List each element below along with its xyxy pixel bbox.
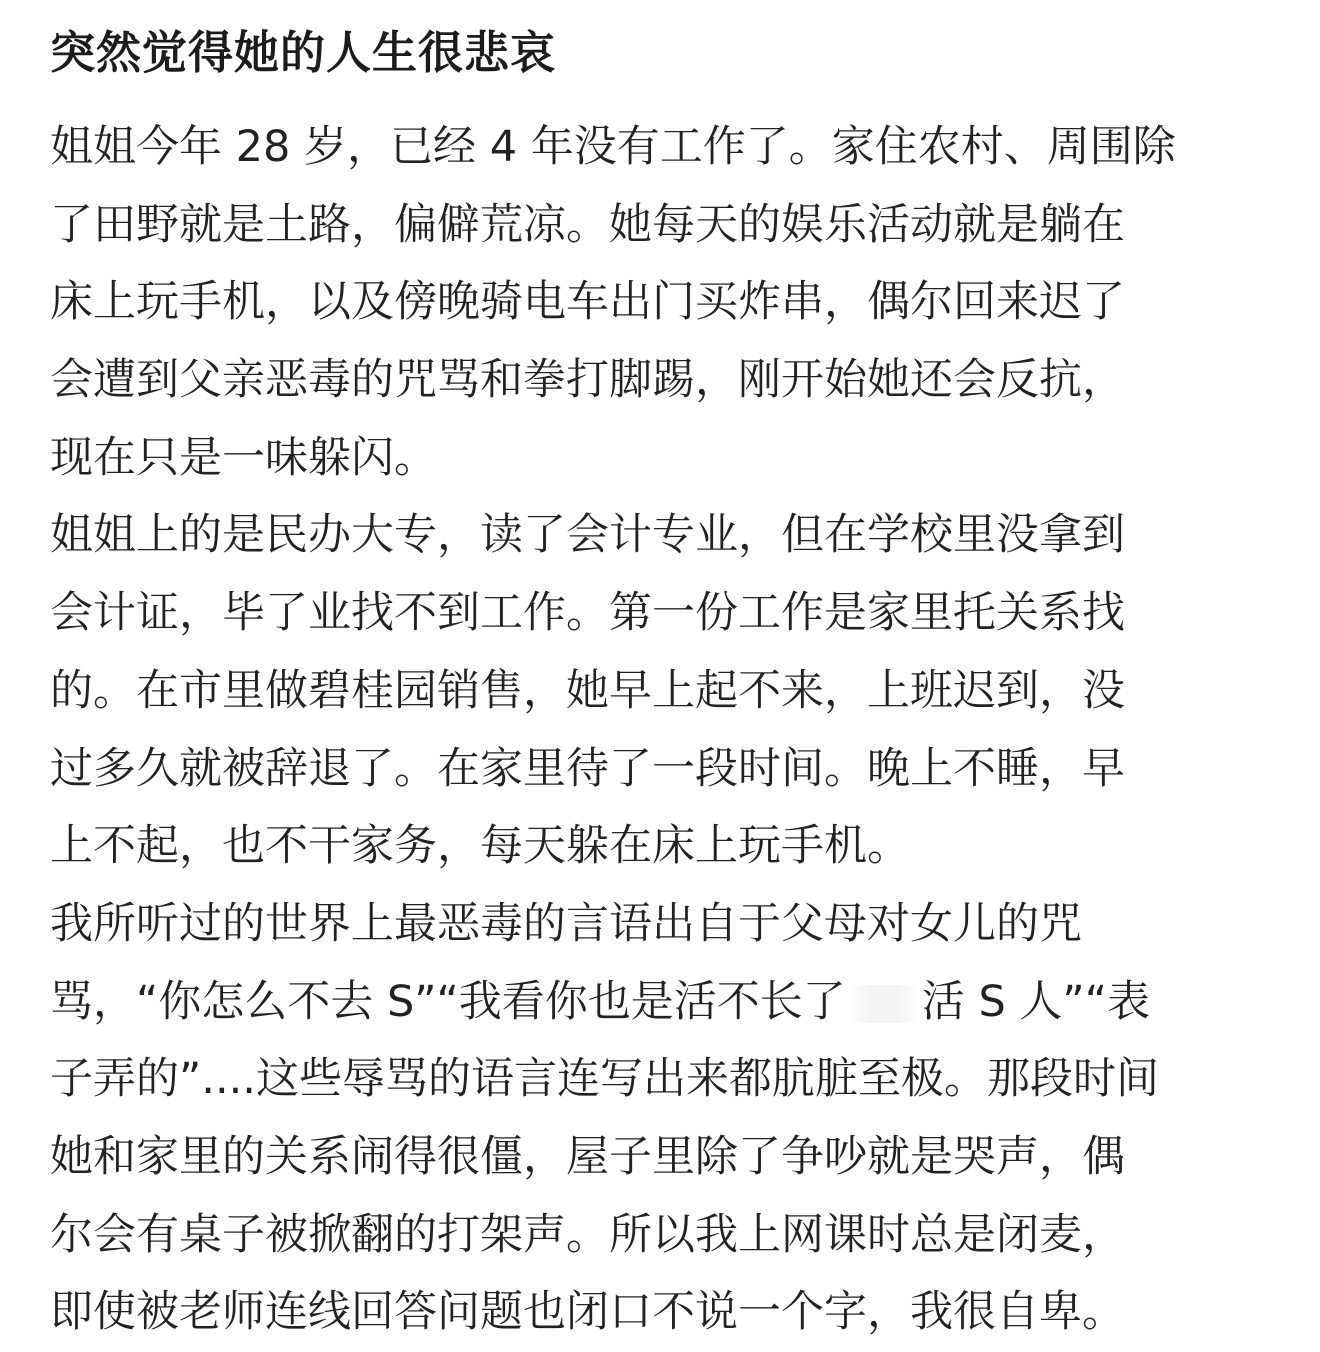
redaction-blur — [848, 985, 920, 1023]
article — [50, 22, 1275, 1352]
body-line: 我所听过的世界上最恶毒的言语出自于父母对女儿的咒 — [50, 898, 1082, 949]
body-line: 即使被老师连线回答问题也闭口不说一个字，我很自卑。 — [50, 1287, 1125, 1338]
body-line: 会计证，毕了业找不到工作。第一份工作是家里托关系找 — [50, 588, 1125, 639]
body-line: 了田野就是土路，偏僻荒凉。她每天的娱乐活动就是躺在 — [50, 199, 1125, 250]
article-body — [50, 109, 1275, 1352]
body-line: 的。在市里做碧桂园销售，她早上起不来，上班迟到，没 — [50, 665, 1125, 716]
body-line: 姐姐今年 28 岁，已经 4 年没有工作了。家住农村、周围除 — [50, 122, 1176, 172]
body-line: 姐姐上的是民办大专，读了会计专业，但在学校里没拿到 — [50, 510, 1125, 561]
body-text-fragment: 骂，“你怎么不去 S”“我看你也是活不长了 — [50, 976, 846, 1027]
body-line: 上不起，也不干家务，每天躲在床上玩手机。 — [50, 821, 910, 872]
body-line: 子弄的”....这些辱骂的语言连写出来都肮脏至极。那段时间 — [50, 1054, 1159, 1105]
body-line: 床上玩手机，以及傍晚骑电车出门买炸串，偶尔回来迟了 — [50, 277, 1125, 328]
body-line: 过多久就被辞退了。在家里待了一段时间。晚上不睡，早 — [50, 743, 1125, 794]
body-line: 现在只是一味躲闪。 — [50, 432, 437, 483]
body-line: 会遭到父亲恶毒的咒骂和拳打脚踢，刚开始她还会反抗， — [50, 355, 1125, 406]
article-title: 突然觉得她的人生很悲哀 — [50, 26, 557, 79]
body-line-with-redaction — [50, 964, 1275, 1042]
body-text-fragment: 活 S 人”“表 — [921, 976, 1150, 1027]
body-line: 尔会有桌子被掀翻的打架声。所以我上网课时总是闭麦， — [50, 1209, 1125, 1260]
body-line: 她和家里的关系闹得很僵，屋子里除了争吵就是哭声，偶 — [50, 1131, 1125, 1182]
